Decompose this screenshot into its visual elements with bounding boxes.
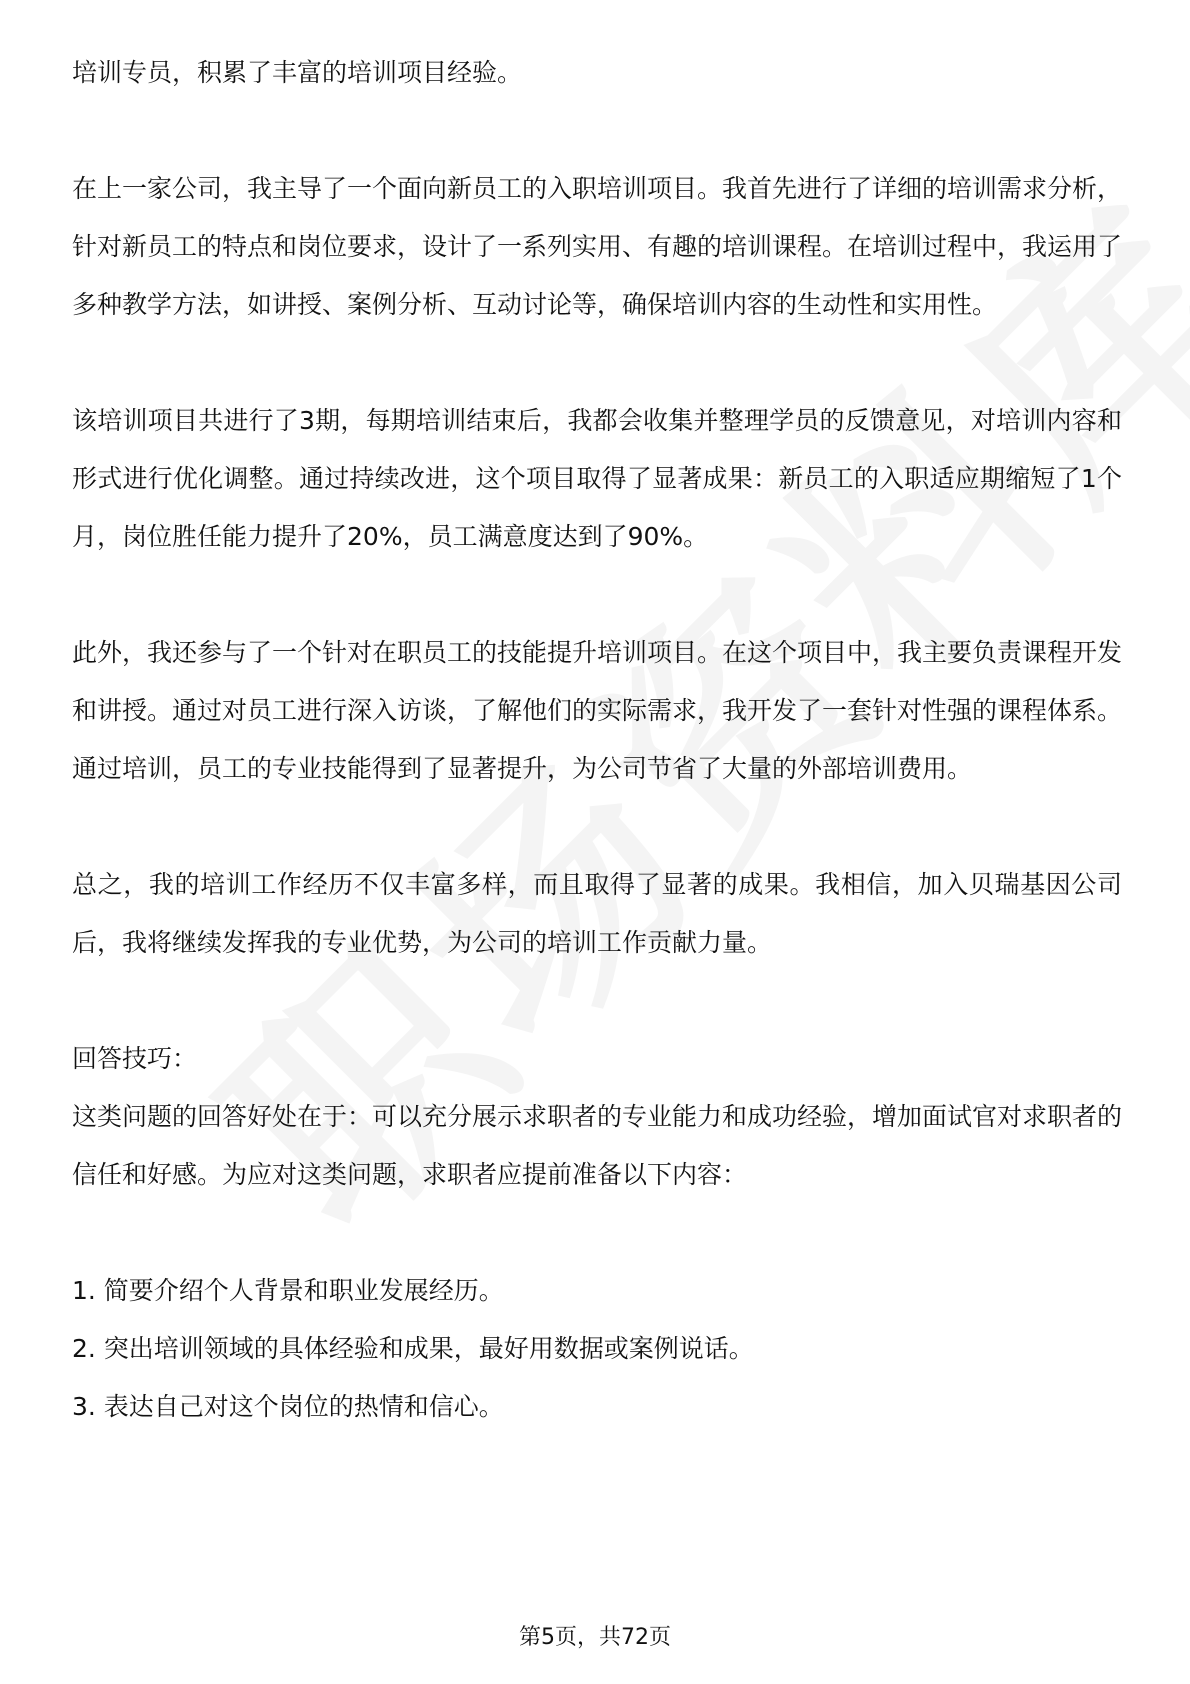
list-item: 3. 表达自己对这个岗位的热情和信心。 [72,1392,504,1421]
list-item: 2. 突出培训领域的具体经验和成果，最好用数据或案例说话。 [72,1334,754,1363]
paragraph-2: 在上一家公司，我主导了一个面向新员工的入职培训项目。我首先进行了详细的培训需求分析，针对新员工的特点和岗位要求，设计了一系列实用、有趣的培训课程。在培训过程中，我运用了多种教学方法，如讲授、案例分析、互动讨论等，确保培训内容的生动性和实用性。 [72,174,1123,319]
paragraph-3: 该培训项目共进行了3期，每期培训结束后，我都会收集并整理学员的反馈意见，对培训内容和形式进行优化调整。通过持续改进，这个项目取得了显著成果：新员工的入职适应期缩短了1个月，岗位胜任能力提升了20%，员工满意度达到了90%。 [72,406,1122,551]
list-item: 1. 简要介绍个人背景和职业发展经历。 [72,1276,504,1305]
page-number: 第5页，共72页 [519,1625,671,1650]
paragraph-1: 培训专员，积累了丰富的培训项目经验。 [72,58,523,87]
tips-heading: 回答技巧： [72,1044,198,1073]
tips-body: 这类问题的回答好处在于：可以充分展示求职者的专业能力和成功经验，增加面试官对求职者的信任和好感。为应对这类问题，求职者应提前准备以下内容： [72,1102,1123,1189]
paragraph-4: 此外，我还参与了一个针对在职员工的技能提升培训项目。在这个项目中，我主要负责课程开发和讲授。通过对员工进行深入访谈，了解他们的实际需求，我开发了一套针对性强的课程体系。通过培训，员工的专业技能得到了显著提升，为公司节省了大量的外部培训费用。 [72,638,1123,783]
document-body [72,44,1122,1436]
paragraph-5: 总之，我的培训工作经历不仅丰富多样，而且取得了显著的成果。我相信，加入贝瑞基因公司后，我将继续发挥我的专业优势，为公司的培训工作贡献力量。 [72,870,1122,957]
